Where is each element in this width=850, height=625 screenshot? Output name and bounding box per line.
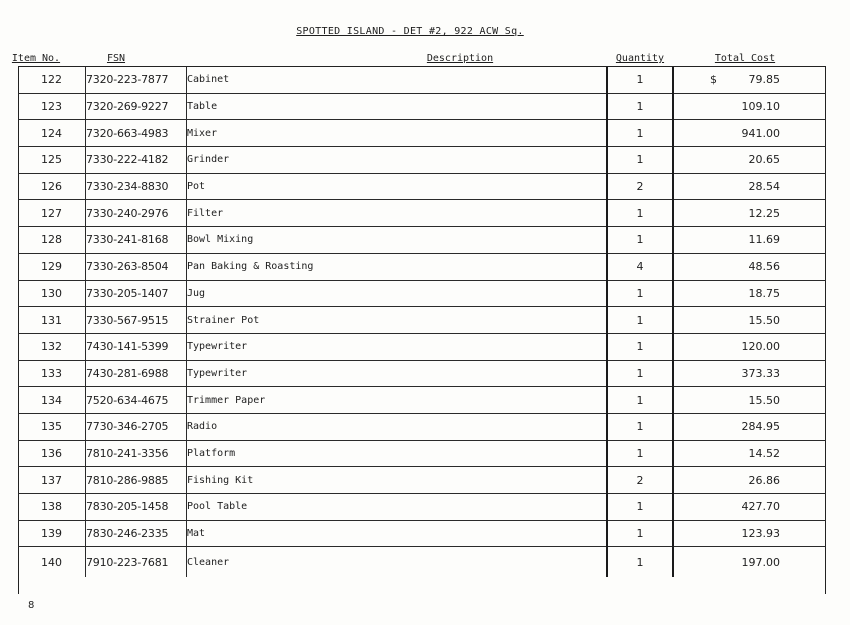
item-number: 133 xyxy=(18,360,86,387)
total-cost-value: 123.93 xyxy=(741,527,780,541)
total-cost-cell xyxy=(673,93,826,120)
item-number: 134 xyxy=(18,387,86,414)
total-cost-cell xyxy=(673,387,826,414)
fsn-value: 7830-205-1458 xyxy=(86,494,187,521)
inventory-table xyxy=(18,67,826,577)
page-number: 8 xyxy=(28,600,35,611)
quantity-value: 1 xyxy=(607,93,673,120)
total-cost-cell xyxy=(673,494,826,521)
quantity-value: 1 xyxy=(607,227,673,254)
quantity-value: 2 xyxy=(607,173,673,200)
total-cost-cell xyxy=(673,173,826,200)
total-cost-cell xyxy=(673,520,826,547)
description-value: Fishing Kit xyxy=(187,467,608,494)
inventory-table-body xyxy=(18,67,826,577)
description-value: Pot xyxy=(187,173,608,200)
table-row xyxy=(18,440,826,467)
table-row xyxy=(18,93,826,120)
header-item-no: Item No. xyxy=(11,53,61,64)
total-cost-cell xyxy=(673,440,826,467)
total-cost-value: 12.25 xyxy=(748,206,780,220)
dollar-sign xyxy=(710,180,720,193)
table-row xyxy=(18,333,826,360)
fsn-value: 7330-222-4182 xyxy=(86,147,187,174)
description-value: Trimmer Paper xyxy=(187,387,608,414)
total-cost-cell xyxy=(673,147,826,174)
item-number: 124 xyxy=(18,120,86,147)
dollar-sign xyxy=(710,127,720,140)
dollar-sign xyxy=(710,153,720,166)
total-cost-cell xyxy=(673,413,826,440)
dollar-sign xyxy=(710,260,720,273)
dollar-sign xyxy=(710,500,720,513)
quantity-value: 1 xyxy=(607,520,673,547)
dollar-sign xyxy=(710,556,720,569)
dollar-sign: $ xyxy=(710,73,717,87)
total-cost-cell xyxy=(673,547,826,578)
quantity-value: 1 xyxy=(607,413,673,440)
fsn-value: 7330-567-9515 xyxy=(86,307,187,334)
fsn-value: 7910-223-7681 xyxy=(86,547,187,578)
total-cost-value: 14.52 xyxy=(748,446,780,460)
quantity-value: 1 xyxy=(607,494,673,521)
table-row xyxy=(18,413,826,440)
item-number: 140 xyxy=(41,555,62,569)
fsn-value: 7520-634-4675 xyxy=(86,387,187,414)
dollar-sign xyxy=(710,474,720,487)
total-cost-value: 20.65 xyxy=(748,153,780,167)
quantity-value: 1 xyxy=(607,147,673,174)
dollar-sign xyxy=(710,527,720,540)
header-total-cost: Total Cost xyxy=(714,53,776,64)
quantity-value: 1 xyxy=(607,200,673,227)
total-cost-value: 109.10 xyxy=(741,100,780,114)
description-value: Pool Table xyxy=(187,494,608,521)
description-value: Bowl Mixing xyxy=(187,227,608,254)
description-value: Pan Baking & Roasting xyxy=(187,253,608,280)
fsn-value: 7830-246-2335 xyxy=(86,520,187,547)
total-cost-cell xyxy=(673,280,826,307)
fsn-value: 7330-205-1407 xyxy=(86,280,187,307)
total-cost-cell xyxy=(673,333,826,360)
quantity-value: 1 xyxy=(607,67,673,93)
fsn-value: 7330-241-8168 xyxy=(86,227,187,254)
total-cost-value: 28.54 xyxy=(748,180,780,194)
table-row xyxy=(18,253,826,280)
table-row xyxy=(18,307,826,334)
item-number: 125 xyxy=(18,147,86,174)
total-cost-cell xyxy=(673,253,826,280)
table-row xyxy=(18,387,826,414)
fsn-value: 7430-141-5399 xyxy=(86,333,187,360)
total-cost-cell xyxy=(673,200,826,227)
description-value: Radio xyxy=(187,413,608,440)
total-cost-value: 941.00 xyxy=(741,126,780,140)
description-value: Table xyxy=(187,93,608,120)
item-number: 122 xyxy=(18,67,86,93)
dollar-sign xyxy=(710,314,720,327)
table-row xyxy=(18,227,826,254)
table-row xyxy=(18,494,826,521)
item-number: 128 xyxy=(18,227,86,254)
fsn-value: 7330-263-8504 xyxy=(86,253,187,280)
total-cost-value: 197.00 xyxy=(741,555,780,569)
table-row xyxy=(18,120,826,147)
total-cost-value: 427.70 xyxy=(741,500,780,514)
description-value: Typewriter xyxy=(187,360,608,387)
fsn-value: 7810-286-9885 xyxy=(86,467,187,494)
table-row xyxy=(18,280,826,307)
description-value: Mixer xyxy=(187,120,608,147)
header-fsn: FSN xyxy=(106,53,126,64)
quantity-value: 1 xyxy=(607,547,673,578)
item-number: 130 xyxy=(18,280,86,307)
table-row xyxy=(18,467,826,494)
table-row xyxy=(18,520,826,547)
total-cost-cell xyxy=(673,467,826,494)
total-cost-value: 15.50 xyxy=(748,313,780,327)
item-number: 126 xyxy=(18,173,86,200)
fsn-value: 7320-269-9227 xyxy=(86,93,187,120)
item-number: 138 xyxy=(18,494,86,521)
description-value: Mat xyxy=(187,520,608,547)
item-number: 136 xyxy=(18,440,86,467)
total-cost-value: 48.56 xyxy=(748,260,780,274)
dollar-sign xyxy=(710,287,720,300)
table-row xyxy=(18,200,826,227)
document-title: SPOTTED ISLAND - DET #2, 922 ACW Sq. xyxy=(296,26,524,37)
total-cost-cell xyxy=(673,120,826,147)
total-cost-value: 26.86 xyxy=(748,473,780,487)
quantity-value: 1 xyxy=(607,120,673,147)
quantity-value: 1 xyxy=(607,333,673,360)
dollar-sign xyxy=(710,100,720,113)
quantity-value: 1 xyxy=(607,360,673,387)
fsn-value: 7320-663-4983 xyxy=(86,120,187,147)
table-row xyxy=(18,547,826,578)
total-cost-value: 11.69 xyxy=(748,233,780,247)
description-value: Grinder xyxy=(187,147,608,174)
description-value: Cabinet xyxy=(187,67,608,93)
item-number: 127 xyxy=(18,200,86,227)
total-cost-value: 79.85 xyxy=(748,73,780,87)
fsn-value: 7330-234-8830 xyxy=(86,173,187,200)
fsn-value: 7810-241-3356 xyxy=(86,440,187,467)
fsn-value: 7730-346-2705 xyxy=(86,413,187,440)
dollar-sign xyxy=(710,447,720,460)
total-cost-value: 120.00 xyxy=(741,340,780,354)
description-value: Cleaner xyxy=(187,547,608,578)
item-number: 139 xyxy=(18,520,86,547)
table-row xyxy=(18,147,826,174)
item-number: 132 xyxy=(18,333,86,360)
dollar-sign xyxy=(710,233,720,246)
description-value: Typewriter xyxy=(187,333,608,360)
total-cost-cell xyxy=(673,227,826,254)
total-cost-value: 18.75 xyxy=(748,286,780,300)
total-cost-value: 284.95 xyxy=(741,420,780,434)
table-row xyxy=(18,360,826,387)
item-number: 123 xyxy=(18,93,86,120)
total-cost-cell xyxy=(673,67,826,93)
quantity-value: 1 xyxy=(607,387,673,414)
description-value: Platform xyxy=(187,440,608,467)
fsn-value: 7320-223-7877 xyxy=(86,67,187,93)
total-cost-cell xyxy=(673,360,826,387)
total-cost-value: 15.50 xyxy=(748,393,780,407)
description-value: Filter xyxy=(187,200,608,227)
dollar-sign xyxy=(710,367,720,380)
item-number: 131 xyxy=(18,307,86,334)
total-cost-value: 373.33 xyxy=(741,366,780,380)
dollar-sign xyxy=(710,394,720,407)
quantity-value: 1 xyxy=(607,280,673,307)
total-cost-cell xyxy=(673,307,826,334)
table-row xyxy=(18,67,826,93)
dollar-sign xyxy=(710,340,720,353)
quantity-value: 4 xyxy=(607,253,673,280)
item-number: 137 xyxy=(18,467,86,494)
table-row xyxy=(18,173,826,200)
fsn-value: 7430-281-6988 xyxy=(86,360,187,387)
quantity-value: 1 xyxy=(607,307,673,334)
item-number: 129 xyxy=(18,253,86,280)
fsn-value: 7330-240-2976 xyxy=(86,200,187,227)
description-value: Strainer Pot xyxy=(187,307,608,334)
dollar-sign xyxy=(710,207,720,220)
item-number: 135 xyxy=(18,413,86,440)
description-value: Jug xyxy=(187,280,608,307)
header-description: Description xyxy=(426,53,494,64)
header-quantity: Quantity xyxy=(615,53,665,64)
quantity-value: 2 xyxy=(607,467,673,494)
quantity-value: 1 xyxy=(607,440,673,467)
dollar-sign xyxy=(710,420,720,433)
